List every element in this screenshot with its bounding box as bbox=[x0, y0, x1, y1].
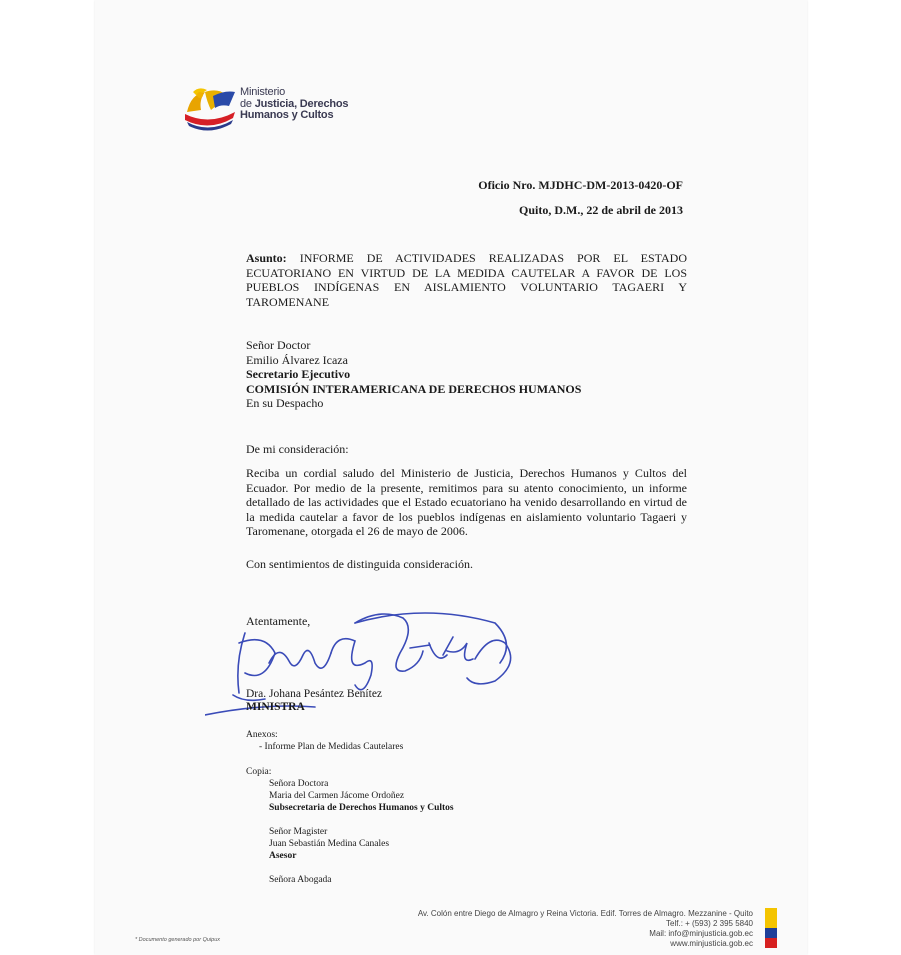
copy-recipient bbox=[246, 778, 454, 814]
copy-recipient-title: Señora Doctora bbox=[269, 779, 329, 789]
footer-web: www.minjusticia.gob.ec bbox=[670, 939, 753, 948]
addressee-position: Secretario Ejecutivo bbox=[246, 367, 351, 381]
footer-address: Av. Colón entre Diego de Almagro y Reina Victoria. Edif. Torres de Almagro. Mezzanine - Quito bbox=[417, 909, 753, 918]
footer-mail: Mail: info@minjusticia.gob.ec bbox=[649, 929, 753, 938]
subject-block bbox=[246, 251, 687, 309]
ecuador-flag-icon bbox=[765, 908, 777, 948]
addressee-location: En su Despacho bbox=[246, 396, 324, 410]
copy-recipient-name: Juan Sebastián Medina Canales bbox=[269, 839, 390, 849]
attachments-label: Anexos: bbox=[246, 730, 278, 740]
addressee-name: Emilio Álvarez Icaza bbox=[246, 352, 348, 367]
ministry-logo bbox=[183, 86, 363, 138]
footer-phone: Telf.: + (593) 2 395 5840 bbox=[666, 919, 753, 928]
copies-label: Copia: bbox=[246, 767, 272, 777]
logo-line-2-prefix: de bbox=[240, 97, 255, 110]
logo-line-2-bold: Justicia, Derechos bbox=[254, 97, 349, 110]
footer-contact bbox=[418, 909, 753, 949]
logo-line-3: Humanos y Cultos bbox=[240, 109, 334, 121]
ministry-name bbox=[240, 87, 348, 122]
salutation: De mi consideración: bbox=[246, 442, 349, 456]
copy-recipient-title: Señor Magister bbox=[269, 827, 328, 837]
copies-block bbox=[246, 766, 454, 886]
subject-text: INFORME DE ACTIVIDADES REALIZADAS POR EL ESTADO ECUATORIANO EN VIRTUD DE LA MEDIDA CAUTELAR A FAVOR DE LOS PUEBLOS INDÍGENAS EN AISLAMIENTO VOLUNTARIO TAGAERI Y TAROMENANE bbox=[246, 251, 687, 309]
signer-block bbox=[246, 688, 382, 714]
generated-note: * Documento generado por Quipux bbox=[135, 937, 220, 943]
ministry-emblem-icon bbox=[183, 86, 239, 136]
letter-body: Reciba un cordial saludo del Ministerio de Justicia, Derechos Humanos y Cultos del Ecuador. Por medio de la presente, remitimos para su atento conocimiento, un informe detallado de las actividades que el Estado ecuatoriano ha venido desarrollando en virtud de la medida cautelar a favor de los pueblos indígenas en aislamiento voluntario Tagaeri y Taromenane, otorgada el 26 de mayo de 2006. bbox=[246, 466, 687, 538]
document-date: Quito, D.M., 22 de abril de 2013 bbox=[519, 203, 683, 217]
signer-title: MINISTRA bbox=[246, 701, 305, 713]
closing-line: Con sentimientos de distinguida consideración. bbox=[246, 557, 473, 571]
copy-recipient-position: Subsecretaria de Derechos Humanos y Cultos bbox=[269, 803, 454, 813]
logo-line-1: Ministerio bbox=[240, 86, 286, 98]
addressee-title: Señor Doctor bbox=[246, 338, 311, 352]
copy-recipient-position: Asesor bbox=[269, 851, 297, 861]
signer-name: Dra. Johana Pesántez Benítez bbox=[246, 688, 383, 700]
document-reference: Oficio Nro. MJDHC-DM-2013-0420-OF bbox=[478, 178, 683, 192]
addressee-institution: COMISIÓN INTERAMERICANA DE DERECHOS HUMANOS bbox=[246, 381, 582, 396]
attachments-block bbox=[246, 729, 403, 753]
copy-recipient bbox=[246, 874, 454, 886]
regards: Atentamente, bbox=[246, 614, 311, 628]
copy-recipient-name: Maria del Carmen Jácome Ordoñez bbox=[269, 791, 405, 801]
attachment-item: - Informe Plan de Medidas Cautelares bbox=[259, 742, 404, 752]
copy-recipient-title: Señora Abogada bbox=[269, 875, 332, 885]
subject-label: Asunto: bbox=[246, 251, 287, 265]
addressee-block bbox=[246, 338, 581, 411]
copy-recipient bbox=[246, 826, 454, 862]
